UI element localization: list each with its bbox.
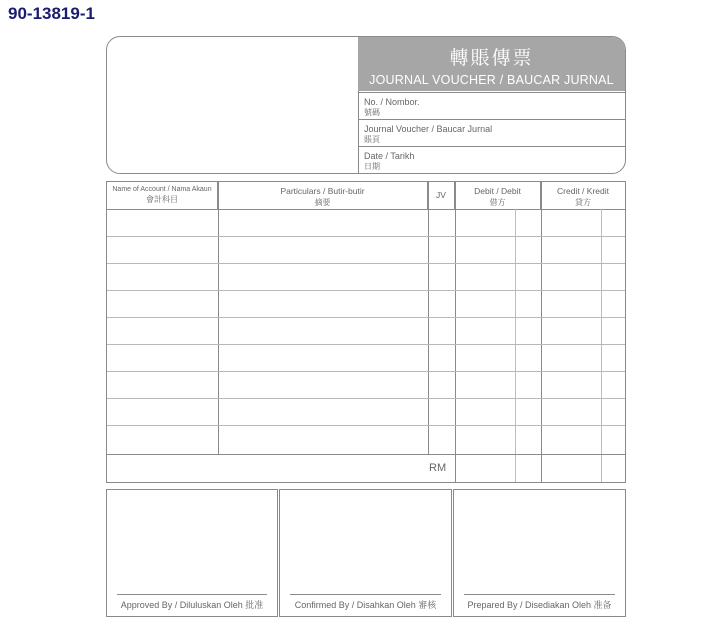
col-particulars-label-cn: 摘要 [314,198,331,207]
col-credit-label: Credit / Kredit [557,186,609,196]
col-account-label-cn: 會計科目 [146,195,178,204]
signature-line [290,594,441,595]
journal-voucher-label-cn: 賬頁 [364,135,380,144]
total-row-divider [107,454,625,455]
table-row [107,236,625,237]
col-header-credit [541,182,625,209]
table-row [107,344,625,345]
title-band [358,37,625,91]
header-divider [107,209,625,210]
date-field[interactable] [358,146,625,174]
prepared-by-panel[interactable] [453,489,626,617]
col-divider [218,182,219,454]
number-field[interactable] [358,92,625,120]
total-label: RM [429,462,447,474]
col-debit-label: Debit / Debit [474,186,521,196]
approved-by-label: Approved By / Diluluskan Oleh 批准 [120,600,264,610]
col-divider [455,182,456,482]
col-header-particulars [218,182,428,209]
col-account-label: Name of Account / Nama Akaun [112,186,212,193]
cents-divider [515,209,516,482]
prepared-by-label: Prepared By / Disediakan Oleh 准备 [467,600,612,610]
col-jv-label: JV [436,190,446,200]
col-particulars-label: Particulars / Butir-butir [280,186,365,196]
confirmed-by-panel[interactable] [279,489,452,617]
title-chinese: 轉賬傳票 [449,47,534,69]
col-header-jv [428,182,455,209]
table-row [107,425,625,426]
number-label-cn: 號碼 [364,108,380,117]
signature-line [117,594,267,595]
col-header-debit [455,182,541,209]
journal-voucher-label: Journal Voucher / Baucar Jurnal [364,124,493,134]
col-header-account [107,182,218,209]
col-debit-label-cn: 借方 [489,198,506,207]
table-row [107,398,625,399]
number-label: No. / Nombor. [364,97,420,107]
date-label: Date / Tarikh [364,151,415,161]
signature-line [464,594,615,595]
ledger-table [106,181,626,483]
logo-area [107,37,359,173]
confirmed-by-label: Confirmed By / Disahkan Oleh 審核 [294,600,437,610]
table-row [107,290,625,291]
table-row [107,263,625,264]
col-divider [428,182,429,454]
journal-voucher-field[interactable] [358,119,625,147]
col-credit-label-cn: 貸方 [575,198,591,207]
title-english: JOURNAL VOUCHER / BAUCAR JURNAL [369,73,614,87]
col-divider [541,182,542,482]
approved-by-panel[interactable] [106,489,278,617]
form-code: 90-13819-1 [8,4,95,23]
voucher-header [106,36,626,174]
table-row [107,371,625,372]
table-row [107,317,625,318]
date-label-cn: 日期 [364,162,380,171]
cents-divider [601,209,602,482]
